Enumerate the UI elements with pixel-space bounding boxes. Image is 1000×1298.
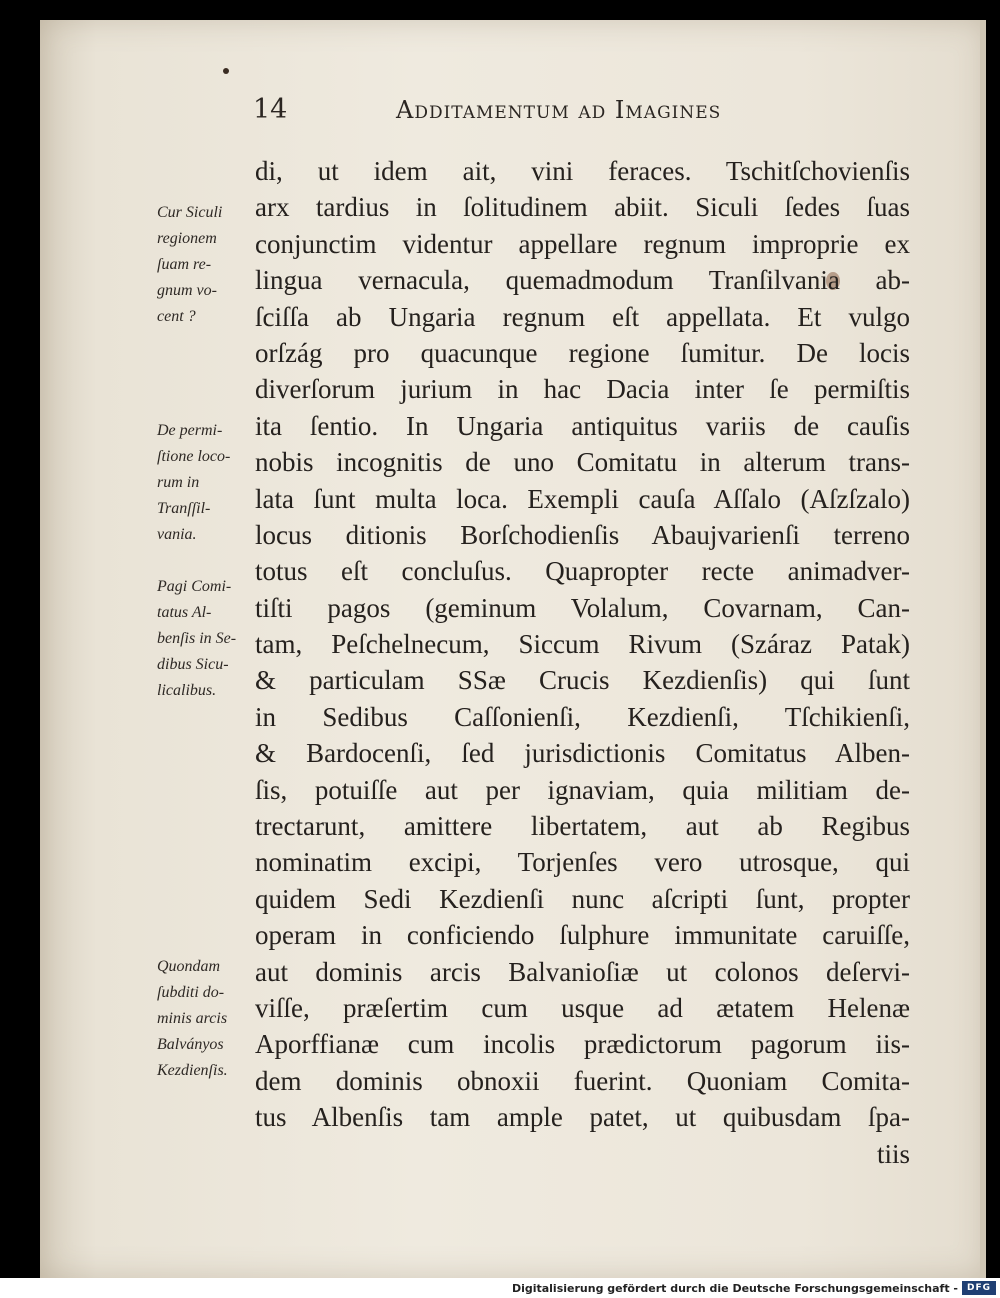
digitization-footer: [0, 1278, 1000, 1298]
main-text-block: [255, 153, 910, 1172]
margin-note-line: Cur Siculi: [157, 204, 223, 221]
text-line: trectarunt, amittere libertatem, aut ab Regibus: [255, 811, 910, 842]
page-header: [40, 94, 986, 134]
margin-note: [157, 574, 257, 704]
page-edge: [980, 20, 986, 1278]
book-page: [40, 20, 986, 1278]
margin-note-line: Quondam: [157, 958, 221, 975]
running-head: Additamentum ad Imagines: [396, 96, 722, 124]
margin-note-line: De permi-: [157, 422, 223, 439]
margin-note: [157, 418, 257, 548]
text-line: lingua vernacula, quemadmodum Tranſilvania ab-: [255, 265, 910, 296]
text-line: dem dominis obnoxii fuerint. Quoniam Comita-: [255, 1065, 910, 1096]
text-line: aut dominis arcis Balvanioſiæ ut colonos deſervi-: [255, 956, 910, 987]
text-line: & Bardocenſi, ſed jurisdictionis Comitatus Alben-: [255, 738, 910, 769]
margin-note-line: Tranſſil-: [157, 500, 211, 517]
text-line: diverſorum jurium in hac Dacia inter ſe permiſtis: [255, 374, 910, 405]
text-line: totus eſt concluſus. Quapropter recte animadver-: [255, 556, 910, 587]
text-line: nobis incognitis de uno Comitatu in alterum trans-: [255, 447, 910, 478]
text-line: ſciſſa ab Ungaria regnum eſt appellata. Et vulgo: [255, 301, 910, 332]
margin-note-line: Pagi Comi-: [157, 578, 232, 595]
text-line: nominatim excipi, Torjenſes vero utrosque, qui: [255, 847, 910, 878]
margin-note-line: regionem: [157, 230, 217, 247]
margin-note-line: rum in: [157, 474, 200, 491]
page-number: 14: [253, 94, 288, 125]
text-line: & particulam SSæ Crucis Kezdienſis) qui ſunt: [255, 665, 910, 696]
margin-note-line: licalibus.: [157, 682, 217, 699]
margin-note: [157, 954, 257, 1084]
margin-note-line: Balványos: [157, 1036, 224, 1053]
margin-note: [157, 200, 257, 330]
margin-note-line: vania.: [157, 526, 197, 543]
margin-note-line: benſis in Se-: [157, 630, 237, 647]
text-line: di, ut idem ait, vini feraces. Tschitſchovienſis: [255, 156, 910, 186]
margin-note-line: gnum vo-: [157, 282, 217, 299]
text-line: ita ſentio. In Ungaria antiquitus variis de cauſis: [255, 410, 910, 441]
text-line: arx tardius in ſolitudinem abiit. Siculi ſedes ſuas: [255, 192, 910, 223]
text-line: tus Albenſis tam ample patet, ut quibusdam ſpa-: [255, 1102, 910, 1133]
text-line: in Sedibus Caſſonienſi, Kezdienſi, Tſchikienſi,: [255, 701, 910, 732]
text-line: orſzág pro quacunque regione ſumitur. De locis: [255, 337, 910, 368]
margin-note-line: ſtione loco-: [157, 448, 231, 465]
dfg-logo: DFG: [962, 1281, 996, 1295]
catchword: tiis: [876, 1138, 910, 1169]
text-line: tiſti pagos (geminum Volalum, Covarnam, Can-: [255, 592, 910, 623]
margin-note-line: cent ?: [157, 308, 196, 325]
text-line: ſis, potuiſſe aut per ignaviam, quia militiam de-: [255, 774, 910, 805]
text-line: viſſe, præſertim cum usque ad ætatem Helenæ: [255, 992, 910, 1023]
text-line: Aporffianæ cum incolis prædictorum pagorum iis-: [255, 1029, 910, 1060]
text-line: quidem Sedi Kezdienſi nunc aſcripti ſunt, propter: [255, 883, 910, 914]
footer-credit: Digitalisierung gefördert durch die Deutsche Forschungsgemeinschaft -: [511, 1282, 958, 1295]
text-line: tam, Peſchelnecum, Siccum Rivum (Száraz Patak): [255, 629, 910, 660]
margin-note-line: ſubditi do-: [157, 984, 225, 1001]
ink-speck: [223, 68, 229, 74]
text-line: locus ditionis Borſchodienſis Abaujvarienſi terreno: [255, 519, 910, 550]
text-line: lata ſunt multa loca. Exempli cauſa Aſſalo (Aſzſzalo): [255, 483, 910, 514]
text-line: operam in conficiendo ſulphure immunitate caruiſſe,: [255, 920, 910, 951]
text-line: conjunctim videntur appellare regnum improprie ex: [255, 228, 910, 259]
margin-note-line: dibus Sicu-: [157, 656, 229, 673]
margin-note-line: minis arcis: [157, 1010, 228, 1027]
margin-note-line: tatus Al-: [157, 604, 212, 621]
margin-note-line: ſuam re-: [157, 256, 212, 273]
margin-note-line: Kezdienſis.: [157, 1062, 228, 1079]
